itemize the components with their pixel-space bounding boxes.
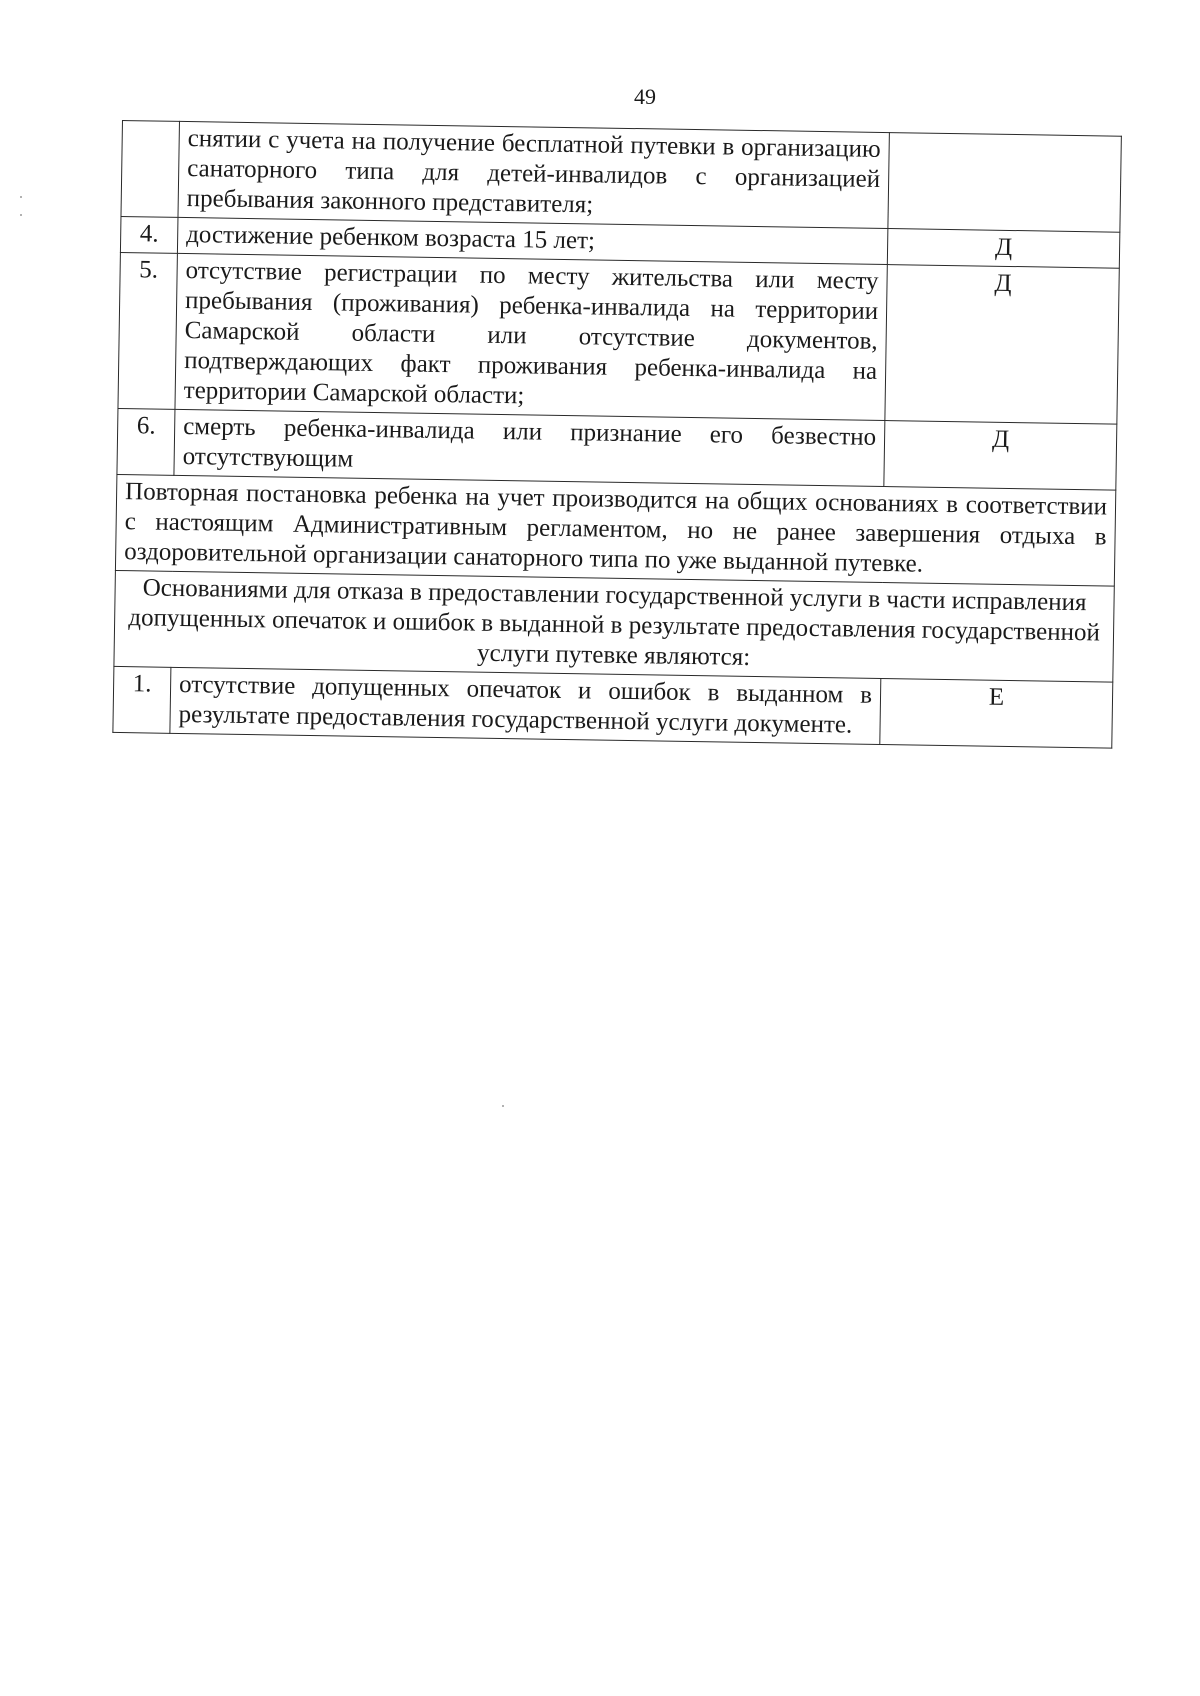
grounds-table bbox=[112, 120, 1122, 749]
row-number: 6. bbox=[117, 408, 175, 475]
table-row bbox=[114, 570, 1114, 682]
page-number: 49 bbox=[634, 84, 656, 109]
row-text: достижение ребенком возраста 15 лет; bbox=[177, 217, 887, 264]
row-code bbox=[888, 133, 1121, 233]
row-code: Е bbox=[880, 678, 1113, 748]
row-number: 1. bbox=[113, 666, 171, 733]
repeat-registration-note: Повторная постановка ребенка на учет производится на общих основаниях в соответствии с настоящим Административным регламентом, но не ранее завершения отдыха в оздоровительной организации санаторного типа по уже выданной путевке. bbox=[115, 474, 1115, 586]
row-text: отсутствие регистрации по месту жительства или месту пребывания (проживания) ребенка-инвалида на территории Самарской области или отсутствие документов, подтверждающих факт проживания ребенка-инвалида на территории Самарской области; bbox=[175, 253, 887, 420]
table-row bbox=[115, 474, 1115, 586]
row-number: 5. bbox=[118, 252, 177, 409]
row-code: Д bbox=[884, 421, 1117, 491]
scan-speck bbox=[20, 196, 22, 198]
row-code: Д bbox=[887, 229, 1120, 269]
row-number: 4. bbox=[120, 216, 178, 253]
row-text: смерть ребенка-инвалида или признание его безвестно отсутствующим bbox=[174, 409, 885, 486]
refusal-grounds-heading: Основаниями для отказа в предоставлении государственной услуги в части исправления допущенных опечаток и ошибок в выданной в результате предоставления государственной услуги путевке являются: bbox=[114, 570, 1114, 682]
scan-speck bbox=[20, 214, 22, 216]
row-number bbox=[121, 121, 180, 218]
row-text: снятии с учета на получение бесплатной путевки в организацию санаторного типа для детей-инвалидов с организацией пребывания законного представителя; bbox=[178, 121, 889, 228]
scanned-table-area bbox=[112, 120, 1122, 749]
table-row bbox=[118, 252, 1119, 424]
row-text: отсутствие допущенных опечаток и ошибок в выданном в результате предоставления государственной услуги документе. bbox=[170, 667, 881, 744]
scan-speck bbox=[502, 1105, 504, 1107]
row-code: Д bbox=[885, 265, 1119, 425]
table-row bbox=[121, 121, 1121, 233]
